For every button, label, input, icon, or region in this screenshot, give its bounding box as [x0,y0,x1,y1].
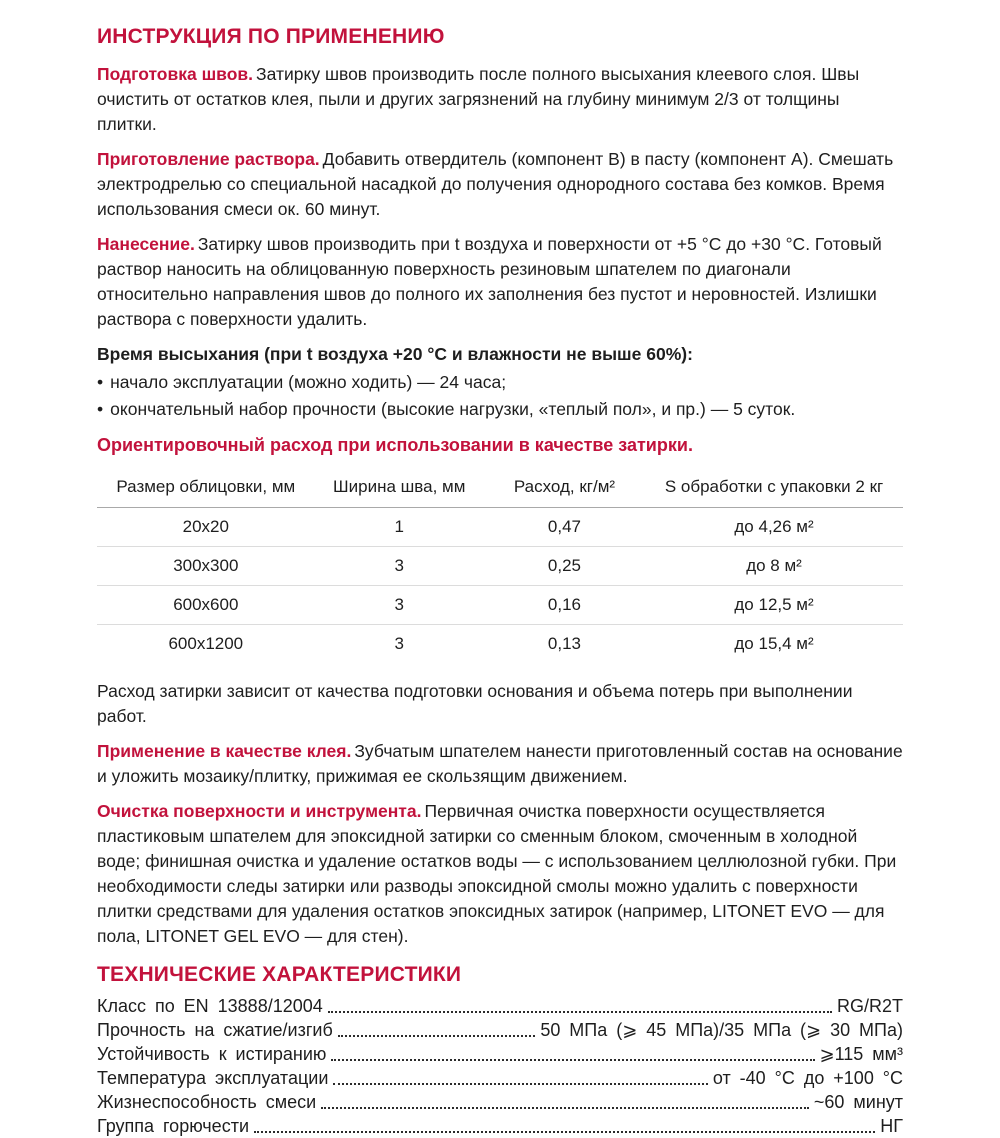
cell-coverage: до 4,26 м² [645,508,903,547]
cell-coverage: до 15,4 м² [734,634,814,653]
cell-consumption: 0,25 [484,547,645,586]
cell-coverage: до 8 м² [645,547,903,586]
spec-row-pot-life [97,1090,903,1114]
dotted-leader [321,1106,809,1109]
bullet-marker: • [97,399,104,419]
drying-bullet-item [97,397,903,422]
spec-value: НГ [880,1116,903,1136]
paragraph-cleaning [97,799,903,949]
table-header-consumption: Расход, кг/м² [484,467,645,508]
spec-value: ~60 минут [813,1092,903,1112]
spec-row-abrasion [97,1042,903,1066]
table-header-coverage: S обработки с упаковки 2 кг [645,467,903,508]
consumption-table [97,467,903,663]
dotted-leader [254,1130,875,1133]
paragraph-joint-preparation-body: Затирку швов производить после полного высыхания клеевого слоя. Швы очистить от остатков клея, пыли и других загрязнений на глубину минимум 2/3 от толщины плитки. [97,64,860,134]
drying-bullet-text: окончательный набор прочности (высокие нагрузки, «теплый пол», и пр.) — 5 суток. [110,399,796,419]
paragraph-adhesive-use [97,739,903,789]
cell-tile-size: 600х1200 [168,634,244,653]
instruction-page [97,0,903,1138]
spec-label: Температура эксплуатации [97,1068,329,1088]
dotted-leader [338,1034,536,1037]
dotted-leader [328,1010,832,1013]
cell-coverage: до 12,5 м² [645,586,903,625]
spec-value: от -40 °C до +100 °C [712,1068,903,1088]
spec-label: Группа горючести [97,1116,249,1136]
paragraph-joint-preparation-lead: Подготовка швов. [97,64,254,84]
paragraph-cleaning-body: Первичная очистка поверхности осуществляется пластиковым шпателем для эпоксидной затирки со сменным блоком, смоченным в холодной воде; финишная очистка и удаление остатков воды — с использованием целлюлозной губки. При необходимости следы затирки или разводы эпоксидной смолы можно удалить с поверхности плитки средствами для удаления остатков эпоксидных затирок (например, LITONET EVO — для пола, LITONET GEL EVO — для стен). [97,801,897,946]
table-header-tile-size: Размер облицовки, мм [97,467,315,508]
cell-tile-size: 600х600 [97,586,315,625]
spec-row-strength [97,1018,903,1042]
spec-value: 50 МПа (⩾ 45 МПа)/35 МПа (⩾ 30 МПа) [540,1020,903,1040]
paragraph-adhesive-use-body: Зубчатым шпателем нанести приготовленный состав на основание и уложить мозаику/плитку, прижимая ее скользящим движением. [97,741,903,786]
drying-time-heading: Время высыхания (при t воздуха +20 °C и влажности не выше 60%): [97,344,693,364]
spec-row-temperature [97,1066,903,1090]
table-row [97,508,903,547]
dotted-leader [331,1058,814,1061]
spec-label: Жизнеспособность смеси [97,1092,317,1112]
cell-joint-width: 3 [394,634,404,653]
table-row [97,547,903,586]
cell-joint-width: 3 [315,586,484,625]
spec-row-class [97,994,903,1018]
cell-consumption: 0,13 [547,634,581,653]
technical-specs-heading: ТЕХНИЧЕСКИЕ ХАРАКТЕРИСТИКИ [97,963,462,986]
paragraph-cleaning-lead: Очистка поверхности и инструмента. [97,801,422,821]
dotted-leader [333,1082,707,1085]
paragraph-application-lead: Нанесение. [97,234,195,254]
cell-tile-size: 300х300 [97,547,315,586]
consumption-section-heading: Ориентировочный расход при использовании в качестве затирки. [97,435,693,455]
paragraph-mortar-preparation-body: Добавить отвердитель (компонент В) в пасту (компонент А). Смешать электродрелью со специальной насадкой до получения однородного состава без комков. Время использования смеси ок. 60 минут. [97,149,894,219]
paragraph-mortar-preparation-lead: Приготовление раствора. [97,149,320,169]
spec-label: Прочность на сжатие/изгиб [97,1020,333,1040]
consumption-note: Расход затирки зависит от качества подготовки основания и объема потерь при выполнении работ. [97,681,853,726]
cell-joint-width: 1 [315,508,484,547]
cell-consumption: 0,16 [484,586,645,625]
spec-label: Устойчивость к истиранию [97,1044,327,1064]
drying-bullet-text: начало эксплуатации (можно ходить) — 24 часа; [110,372,507,392]
cell-tile-size: 20х20 [97,508,315,547]
cell-consumption: 0,47 [484,508,645,547]
table-row [97,586,903,625]
paragraph-mortar-preparation [97,147,903,222]
spec-label: Класс по EN 13888/12004 [97,996,323,1016]
table-header-row [97,467,903,508]
page-title: ИНСТРУКЦИЯ ПО ПРИМЕНЕНИЮ [97,25,445,48]
spec-value: ⩾115 мм³ [819,1044,903,1064]
bullet-marker: • [97,372,104,392]
paragraph-application [97,232,903,332]
paragraph-application-body: Затирку швов производить при t воздуха и поверхности от +5 °C до +30 °C. Готовый раствор наносить на облицованную поверхность резиновым шпателем по диагонали относительно направления швов до полного их заполнения без пустот и неровностей. Излишки раствора с поверхности удалить. [97,234,882,329]
table-row [97,625,903,664]
spec-value: RG/R2T [836,996,903,1016]
paragraph-joint-preparation [97,62,903,137]
table-header-joint-width: Ширина шва, мм [315,467,484,508]
paragraph-adhesive-use-lead: Применение в качестве клея. [97,741,352,761]
spec-row-flammability [97,1114,903,1138]
cell-joint-width: 3 [315,547,484,586]
drying-bullet-item [97,370,903,395]
